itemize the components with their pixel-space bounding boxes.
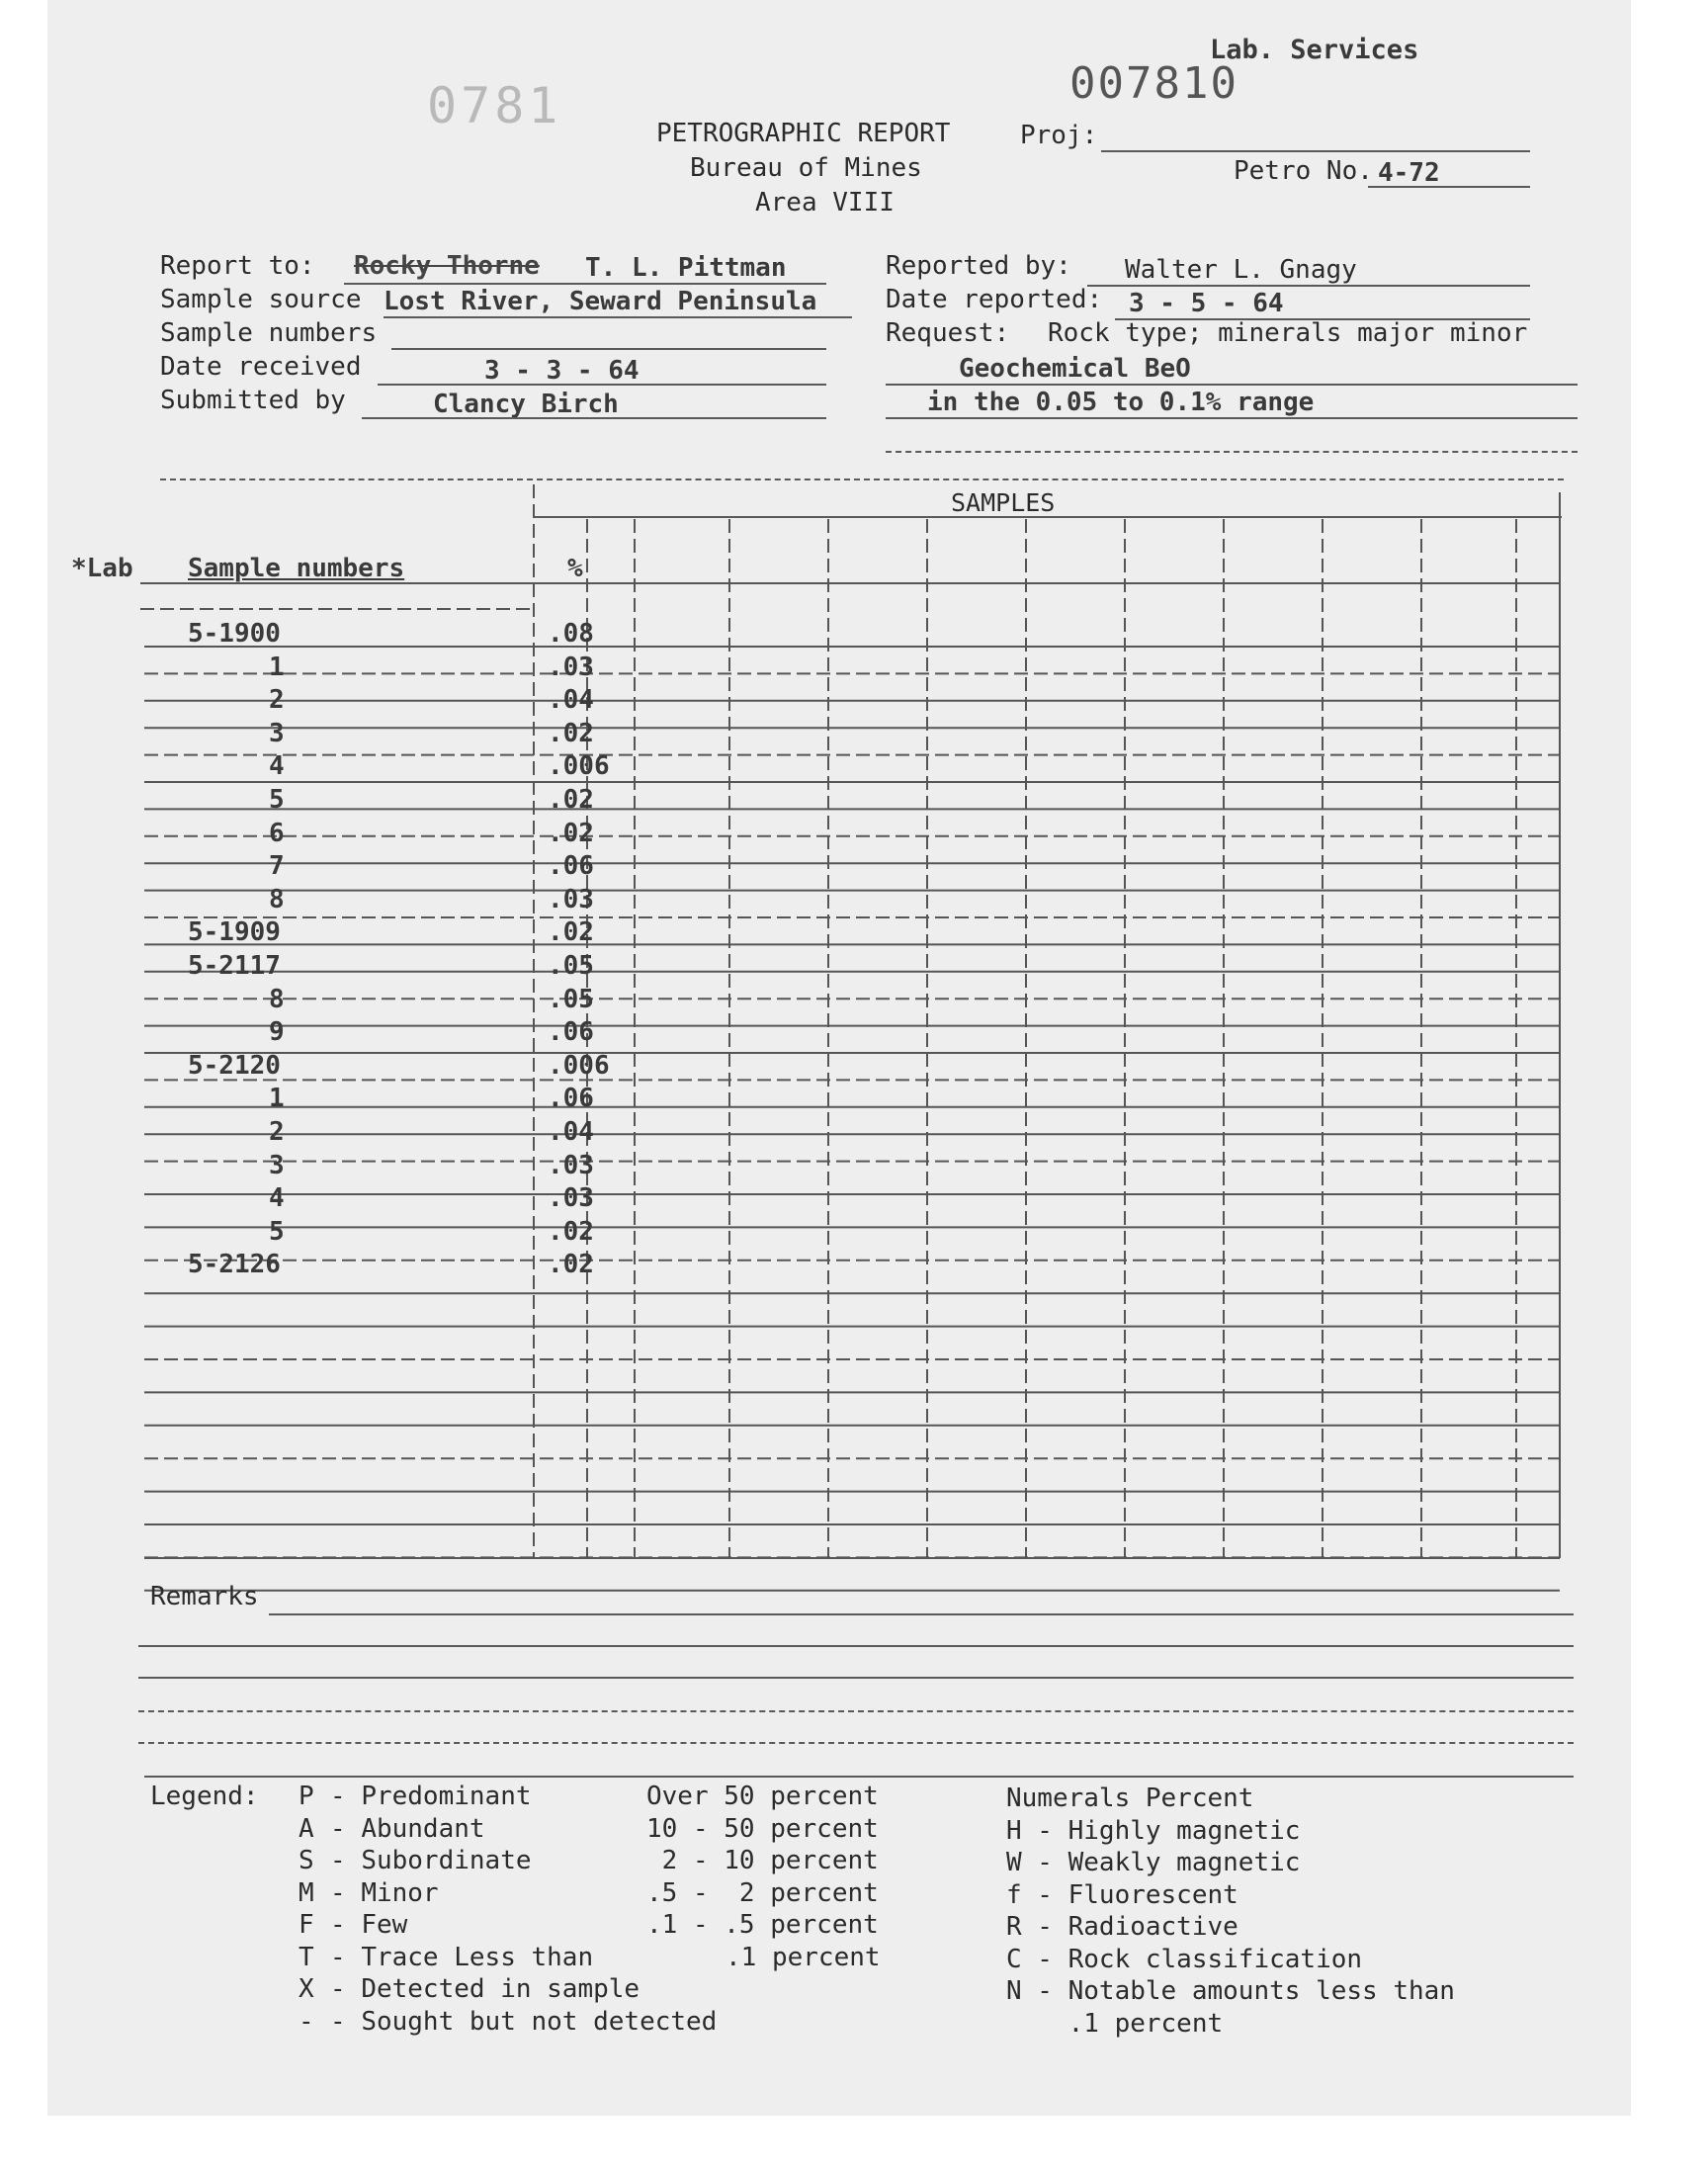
sample-number-cell: 3 [269,1150,285,1180]
sample-number-cell: 5-2120 [188,1050,281,1081]
legend-description: Abundant [361,1813,485,1844]
legend-code: S [299,1846,314,1875]
legend-code: X [299,1974,314,2004]
sample-source-value: Lost River, Seward Peninsula [384,287,817,316]
legend-range: 2 - 10 percent [646,1846,879,1875]
request-text: Rock type; minerals major minor [1048,318,1528,348]
sample-number-cell: 1 [269,652,285,682]
legend-entry [330,1782,532,1811]
remarks-line-6 [144,1776,1574,1778]
legend-description: Few [361,1910,408,1940]
table-grid [47,0,1631,1602]
stamp-number: 007810 [1069,58,1238,109]
percent-value-cell: .006 [548,1050,610,1081]
date-received-label: Date received [160,352,362,382]
sample-numbers-label: Sample numbers [160,318,378,348]
percent-value-cell: .05 [548,984,594,1014]
legend-description: Minor [361,1877,439,1908]
legend-right-entry: f - Fluorescent [1006,1879,1238,1910]
date-reported-value: 3 - 5 - 64 [1129,289,1284,318]
sample-number-cell: 5-1900 [188,619,281,649]
legend-description: Trace Less than [361,1942,594,1972]
legend-dash: - [330,1813,362,1844]
percent-value-cell: .06 [548,851,594,882]
legend-entry [330,1846,532,1875]
legend-right-entry: C - Rock classification [1006,1944,1363,1974]
legend-right-entry: N - Notable amounts less than [1006,1976,1455,2006]
request-label: Request: [886,318,1010,348]
area-name: Area VIII [755,188,895,218]
sample-number-cell: 8 [269,984,285,1014]
samples-header: SAMPLES [951,488,1056,517]
percent-value-cell: .02 [548,917,594,948]
date-reported-label: Date reported: [886,285,1103,314]
percent-value-cell: .02 [548,718,594,748]
legend-entry [330,2007,717,2037]
sample-number-cell: 7 [269,851,285,882]
legend-entry [330,1878,439,1908]
percent-value-cell: .03 [548,652,594,682]
legend-range: Over 50 percent [646,1782,879,1811]
petro-value: 4-72 [1378,158,1440,188]
remarks-line-1 [269,1613,1574,1615]
remarks-line-2 [138,1645,1574,1647]
percent-value-cell: .04 [548,1117,594,1147]
reported-by-value: Walter L. Gnagy [1125,255,1357,285]
report-page [47,0,1631,2116]
percent-value-cell: .02 [548,785,594,815]
remarks-line-4 [138,1710,1574,1712]
percent-value-cell: .05 [548,951,594,981]
legend-code: - [299,2006,314,2037]
legend-dash: - [330,1846,362,1875]
report-to-label: Report to: [160,251,315,281]
sample-number-cell: 5 [269,785,285,815]
report-to-crossed: Rocky Thorne [354,251,540,281]
sample-number-cell: 5-2126 [188,1250,281,1280]
legend-dash: - [330,1942,362,1972]
legend-range: .5 - 2 percent [646,1877,879,1908]
lab-services-label: Lab. Services [1210,35,1419,65]
request-line1: Geochemical BeO [959,354,1191,384]
legend-description: Sought but not detected [361,2006,718,2037]
sample-numbers-header: Sample numbers [188,554,405,583]
legend-right-entry: .1 percent [1006,2008,1224,2039]
sample-number-cell: 5 [269,1216,285,1247]
request-line2: in the 0.05 to 0.1% range [927,388,1315,417]
sample-number-cell: 6 [269,818,285,848]
percent-value-cell: .03 [548,1150,594,1180]
sample-number-cell: 5-2117 [188,951,281,981]
report-to-value: T. L. Pittman [585,253,787,283]
legend-range: 10 - 50 percent [646,1813,879,1844]
percent-value-cell: .02 [548,1250,594,1280]
ghost-stamp-number: 0781 [427,77,562,134]
sample-number-cell: 5-1909 [188,917,281,948]
legend-dash: - [330,2006,362,2037]
legend-description: Detected in sample [361,1974,640,2004]
legend-description: Subordinate [361,1846,532,1875]
legend-entry [330,1910,407,1940]
remarks-line-3 [138,1677,1574,1679]
percent-value-cell: .04 [548,685,594,716]
reported-by-label: Reported by: [886,251,1071,281]
percent-value-cell: .06 [548,1084,594,1114]
legend-entry [330,1943,593,1972]
legend-code: T [299,1942,314,1972]
percent-value-cell: .08 [548,619,594,649]
percent-value-cell: .03 [548,1183,594,1214]
legend-description: Predominant [361,1782,532,1811]
legend-dash: - [330,1782,362,1811]
legend-right-entry: W - Weakly magnetic [1006,1848,1301,1877]
legend-dash: - [330,1974,362,2004]
sample-number-cell: 3 [269,718,285,748]
legend-entry [330,1974,640,2004]
submitted-by-value: Clancy Birch [433,390,619,419]
sample-number-cell: 4 [269,1183,285,1214]
petro-label: Petro No. [1234,156,1373,186]
remarks-label: Remarks [150,1582,259,1611]
sample-number-cell: 1 [269,1084,285,1114]
proj-label: Proj: [1020,121,1098,150]
legend-right-entry: Numerals Percent [1006,1784,1254,1813]
legend-code: A [299,1813,314,1844]
legend-dash: - [330,1910,362,1940]
date-received-value: 3 - 3 - 64 [484,356,640,386]
percent-value-cell: .02 [548,818,594,848]
legend-code: P [299,1782,314,1811]
bureau-name: Bureau of Mines [690,153,922,183]
report-title: PETROGRAPHIC REPORT [656,119,951,148]
legend-code: F [299,1910,314,1940]
sample-number-cell: 8 [269,884,285,914]
sample-source-label: Sample source [160,285,362,314]
submitted-by-label: Submitted by [160,386,346,415]
legend-right-entry: H - Highly magnetic [1006,1815,1301,1846]
sample-number-cell: 2 [269,685,285,716]
legend-entry [330,1814,485,1844]
remarks-line-5 [138,1742,1574,1744]
percent-value-cell: .02 [548,1216,594,1247]
legend-range: .1 - .5 percent [646,1910,879,1940]
legend-code: M [299,1877,314,1908]
sample-number-cell: 2 [269,1117,285,1147]
percent-value-cell: .006 [548,751,610,782]
sample-number-cell: 4 [269,751,285,782]
legend-dash: - [330,1877,362,1908]
legend-range: .1 percent [726,1942,881,1972]
legend-right-entry: R - Radioactive [1006,1912,1238,1942]
percent-value-cell: .06 [548,1017,594,1048]
percent-value-cell: .03 [548,884,594,914]
sample-number-cell: 9 [269,1017,285,1048]
legend-label: Legend: [150,1782,259,1811]
lab-label: *Lab [71,554,133,583]
percent-header: % [567,554,583,583]
